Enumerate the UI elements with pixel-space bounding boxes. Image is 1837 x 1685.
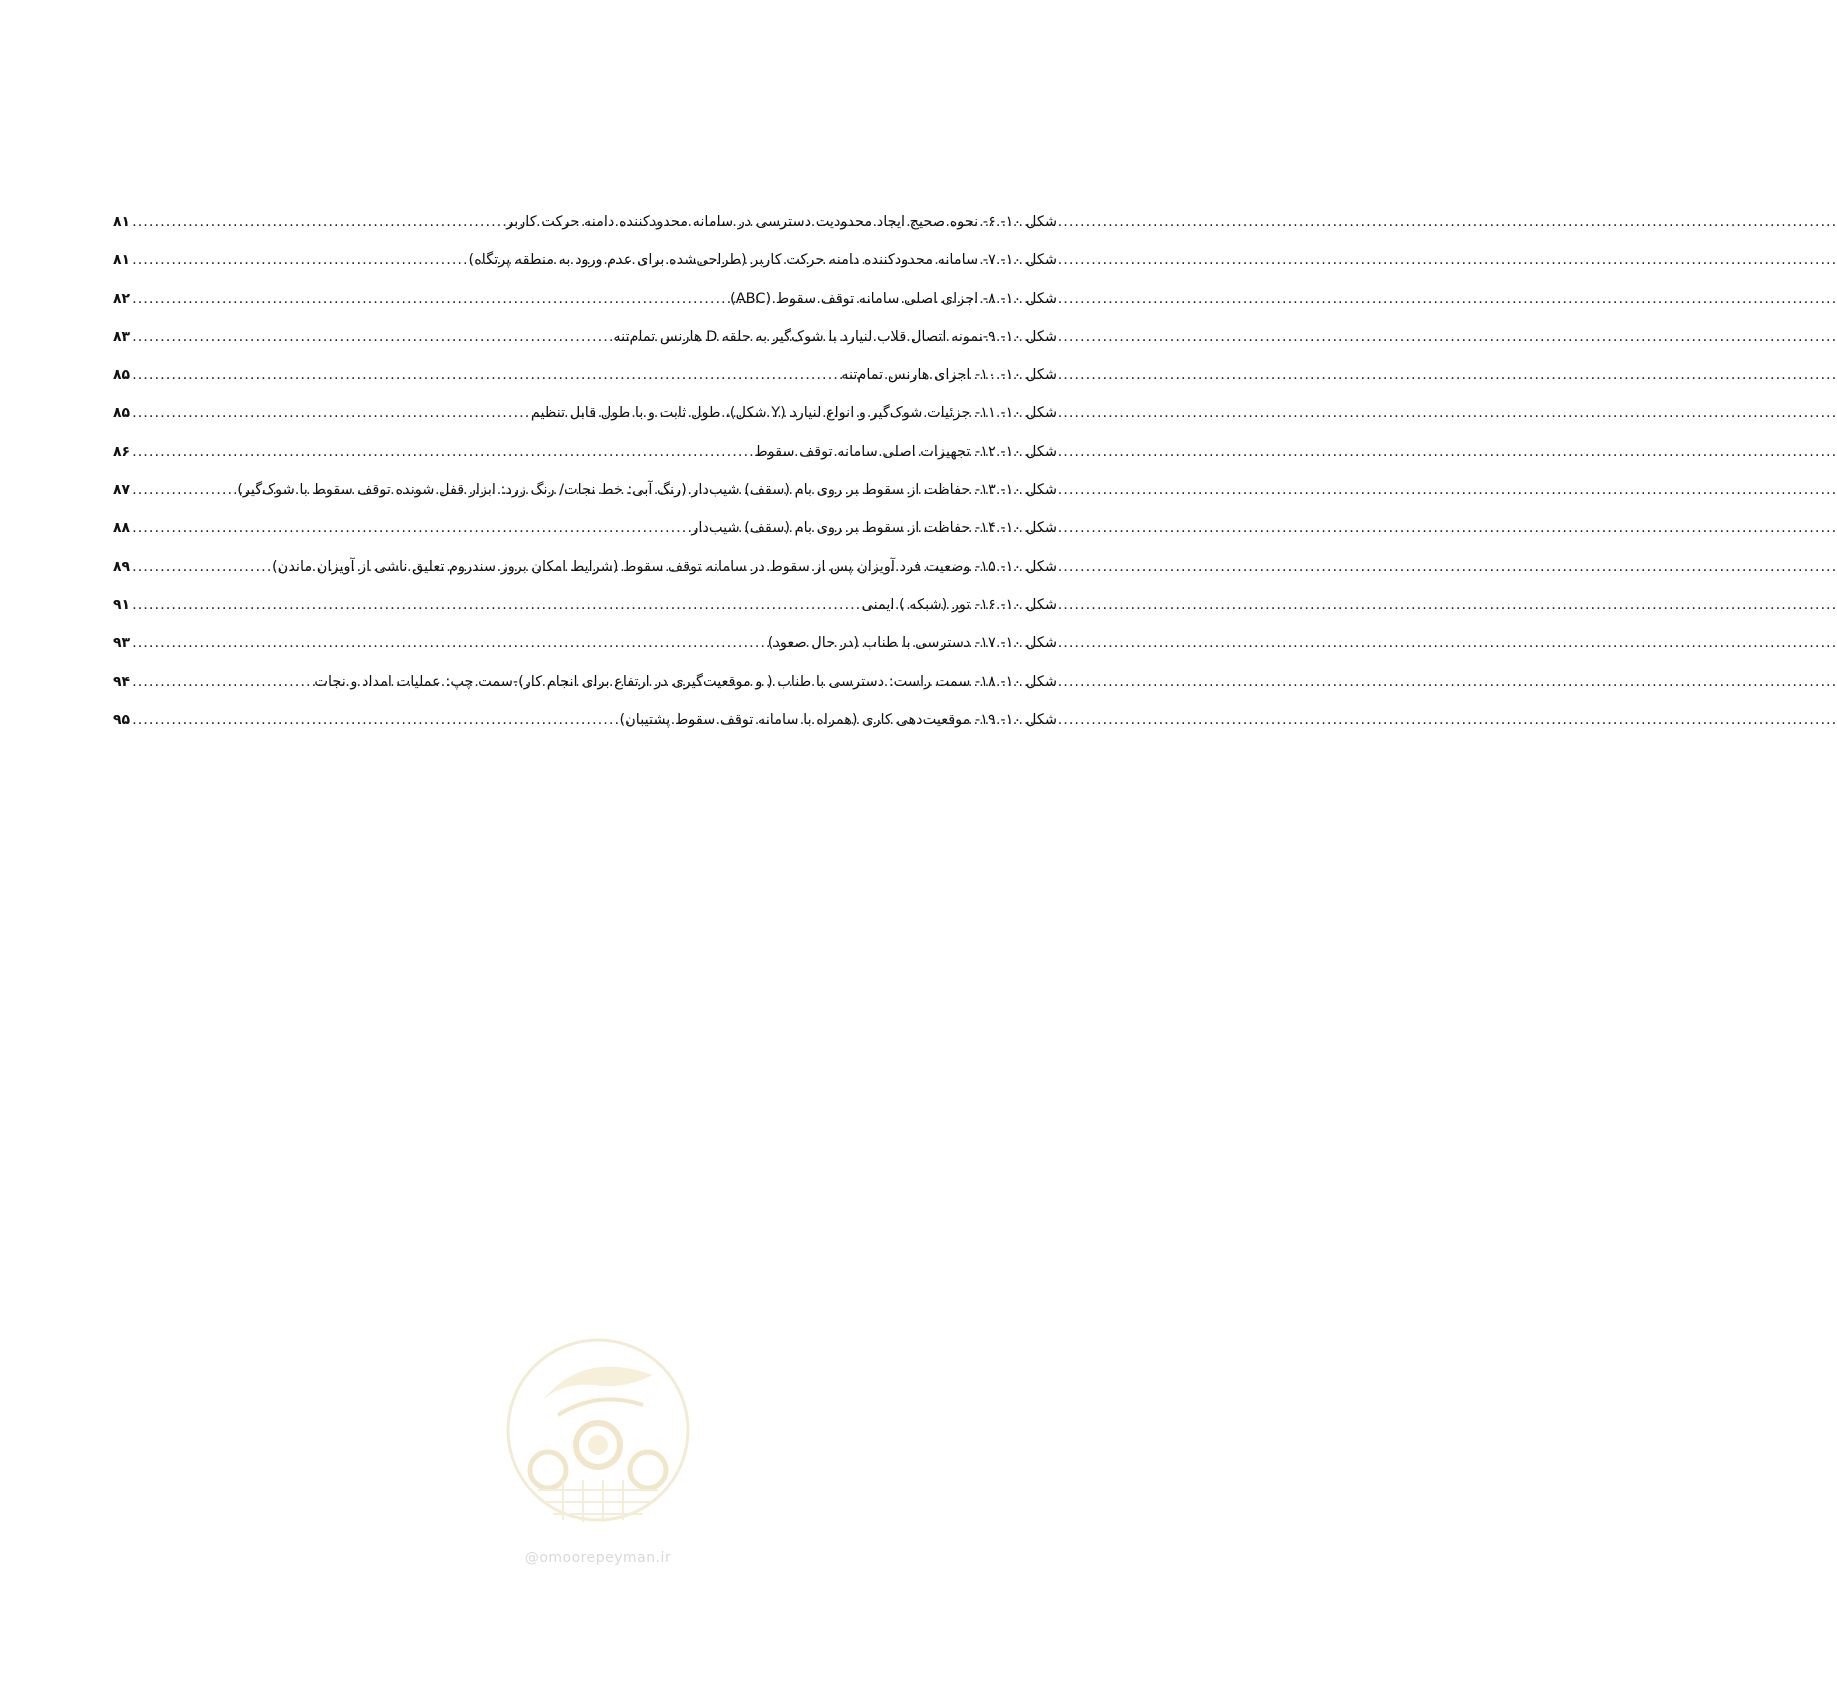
entry-title: شکل ۱۰- ۱۳- حفاظت از سقوط بر روی بام (سقف) شیب‌دار (رنگ آبی: خط نجات/ رنگ زرد: ابزار قفل شونده توقف سقوط با شوک‌گیر) xyxy=(237,482,1057,499)
entry-title: شکل ۱۰- ۱۵- وضعیت فرد آویزان پس از سقوط در سامانه توقف سقوط (شرایط امکان بروز سندروم تعلیق ناشی از آویزان ماندن) xyxy=(272,558,1057,575)
watermark-url: @omoorepeyman.ir xyxy=(524,1550,672,1566)
entry-title: شکل ۱۰- ۸- اجزای اصلی سامانه توقف سقوط (ABC) xyxy=(730,290,1057,307)
entry-title: شکل ۱۰- ۱۷- دسترسی با طناب (در حال صعود) xyxy=(767,635,1057,652)
list-item[interactable] xyxy=(113,710,1057,748)
dot-leader xyxy=(132,672,310,692)
entry-page-number: ۹۵ xyxy=(113,711,131,728)
entry-page-number: ۸۵ xyxy=(113,405,131,422)
entry-page-number: ۹۳ xyxy=(113,635,131,652)
figure-list xyxy=(113,212,1057,748)
list-item[interactable] xyxy=(113,365,1057,403)
entry-title: شکل ۱۰- ۱۱- جزئیات شوک‌گیر و انواع لنیارد (Y شکل)، طول ثابت و با طول قابل تنظیم xyxy=(530,405,1057,422)
dot-leader xyxy=(132,403,527,423)
list-item[interactable] xyxy=(113,480,1057,518)
entry-title: شکل ۱۰- ۱۶- تور (شبکه ) ایمنی xyxy=(861,596,1057,613)
entry-page-number: ۸۷ xyxy=(113,482,131,499)
entry-page-number: ۸۲ xyxy=(113,290,131,307)
entry-title: شکل ۱۰- ۱۴- حفاظت از سقوط بر روی بام (سقف) شیب‌دار xyxy=(691,520,1057,537)
dot-leader xyxy=(132,633,764,653)
entry-page-number: ۹۴ xyxy=(113,673,131,690)
dot-leader xyxy=(132,327,609,347)
watermark xyxy=(493,1330,703,1570)
entry-title: شکل ۱۰- ۶- نحوه صحیح ایجاد محدودیت دسترسی در سامانه محدودکننده دامنه حرکت کاربر xyxy=(506,214,1057,230)
entry-page-number: ۹۱ xyxy=(113,596,131,613)
entry-page-number: ۸۸ xyxy=(113,520,131,537)
entry-page-number: ۸۵ xyxy=(113,367,131,384)
list-item[interactable] xyxy=(113,212,1057,250)
entry-title: شکل ۱۰- ۱۲- تجهیزات اصلی سامانه توقف سقوط xyxy=(754,443,1057,460)
entry-title: شکل ۱۰- ۹-نمونه اتصال قلاب لنیارد با شوک‌گیر به حلقه D هارنس تمام‌تنه xyxy=(613,328,1057,345)
entry-title: شکل ۱۰- ۱۸- سمت راست: دسترسی با طناب ( و موقعیت‌گیری در ارتفاع برای انجام کار)-سمت چپ: عملیات امداد و نجات xyxy=(314,673,1057,690)
list-item[interactable] xyxy=(113,250,1057,288)
entry-page-number: ۸۶ xyxy=(113,443,131,460)
list-item[interactable] xyxy=(113,403,1057,441)
list-item[interactable] xyxy=(113,633,1057,671)
list-item[interactable] xyxy=(113,289,1057,327)
list-item[interactable] xyxy=(113,442,1057,480)
entry-title: شکل ۱۰- ۱۰- اجزای هارنس تمام‌تنه xyxy=(841,367,1057,384)
dot-leader xyxy=(132,442,750,462)
dot-leader xyxy=(132,518,687,538)
list-item[interactable] xyxy=(113,518,1057,556)
dot-leader xyxy=(132,710,615,730)
dot-leader xyxy=(132,595,857,615)
logo-seal-icon xyxy=(503,1330,693,1540)
entry-page-number: ۸۹ xyxy=(113,558,131,575)
dot-leader xyxy=(132,250,464,270)
dot-leader xyxy=(132,212,502,232)
entry-title: شکل ۱۰- ۷- سامانه محدودکننده دامنه حرکت کاربر (طراحی‌شده برای عدم ورود به منطقه پرتگاه) xyxy=(468,252,1057,269)
dot-leader xyxy=(132,289,726,309)
entry-page-number: ۸۱ xyxy=(113,214,131,230)
list-item[interactable] xyxy=(113,327,1057,365)
list-item[interactable] xyxy=(113,672,1057,710)
dot-leader xyxy=(132,557,268,577)
entry-page-number: ۸۱ xyxy=(113,252,131,269)
dot-leader xyxy=(132,365,837,385)
list-item[interactable] xyxy=(113,557,1057,595)
dot-leader xyxy=(132,480,233,500)
entry-page-number: ۸۳ xyxy=(113,328,131,345)
list-item[interactable] xyxy=(113,595,1057,633)
entry-title: شکل ۱۰- ۱۹- موقعیت‌دهی کاری (همراه با سامانه توقف سقوط پشتیبان) xyxy=(619,711,1057,728)
